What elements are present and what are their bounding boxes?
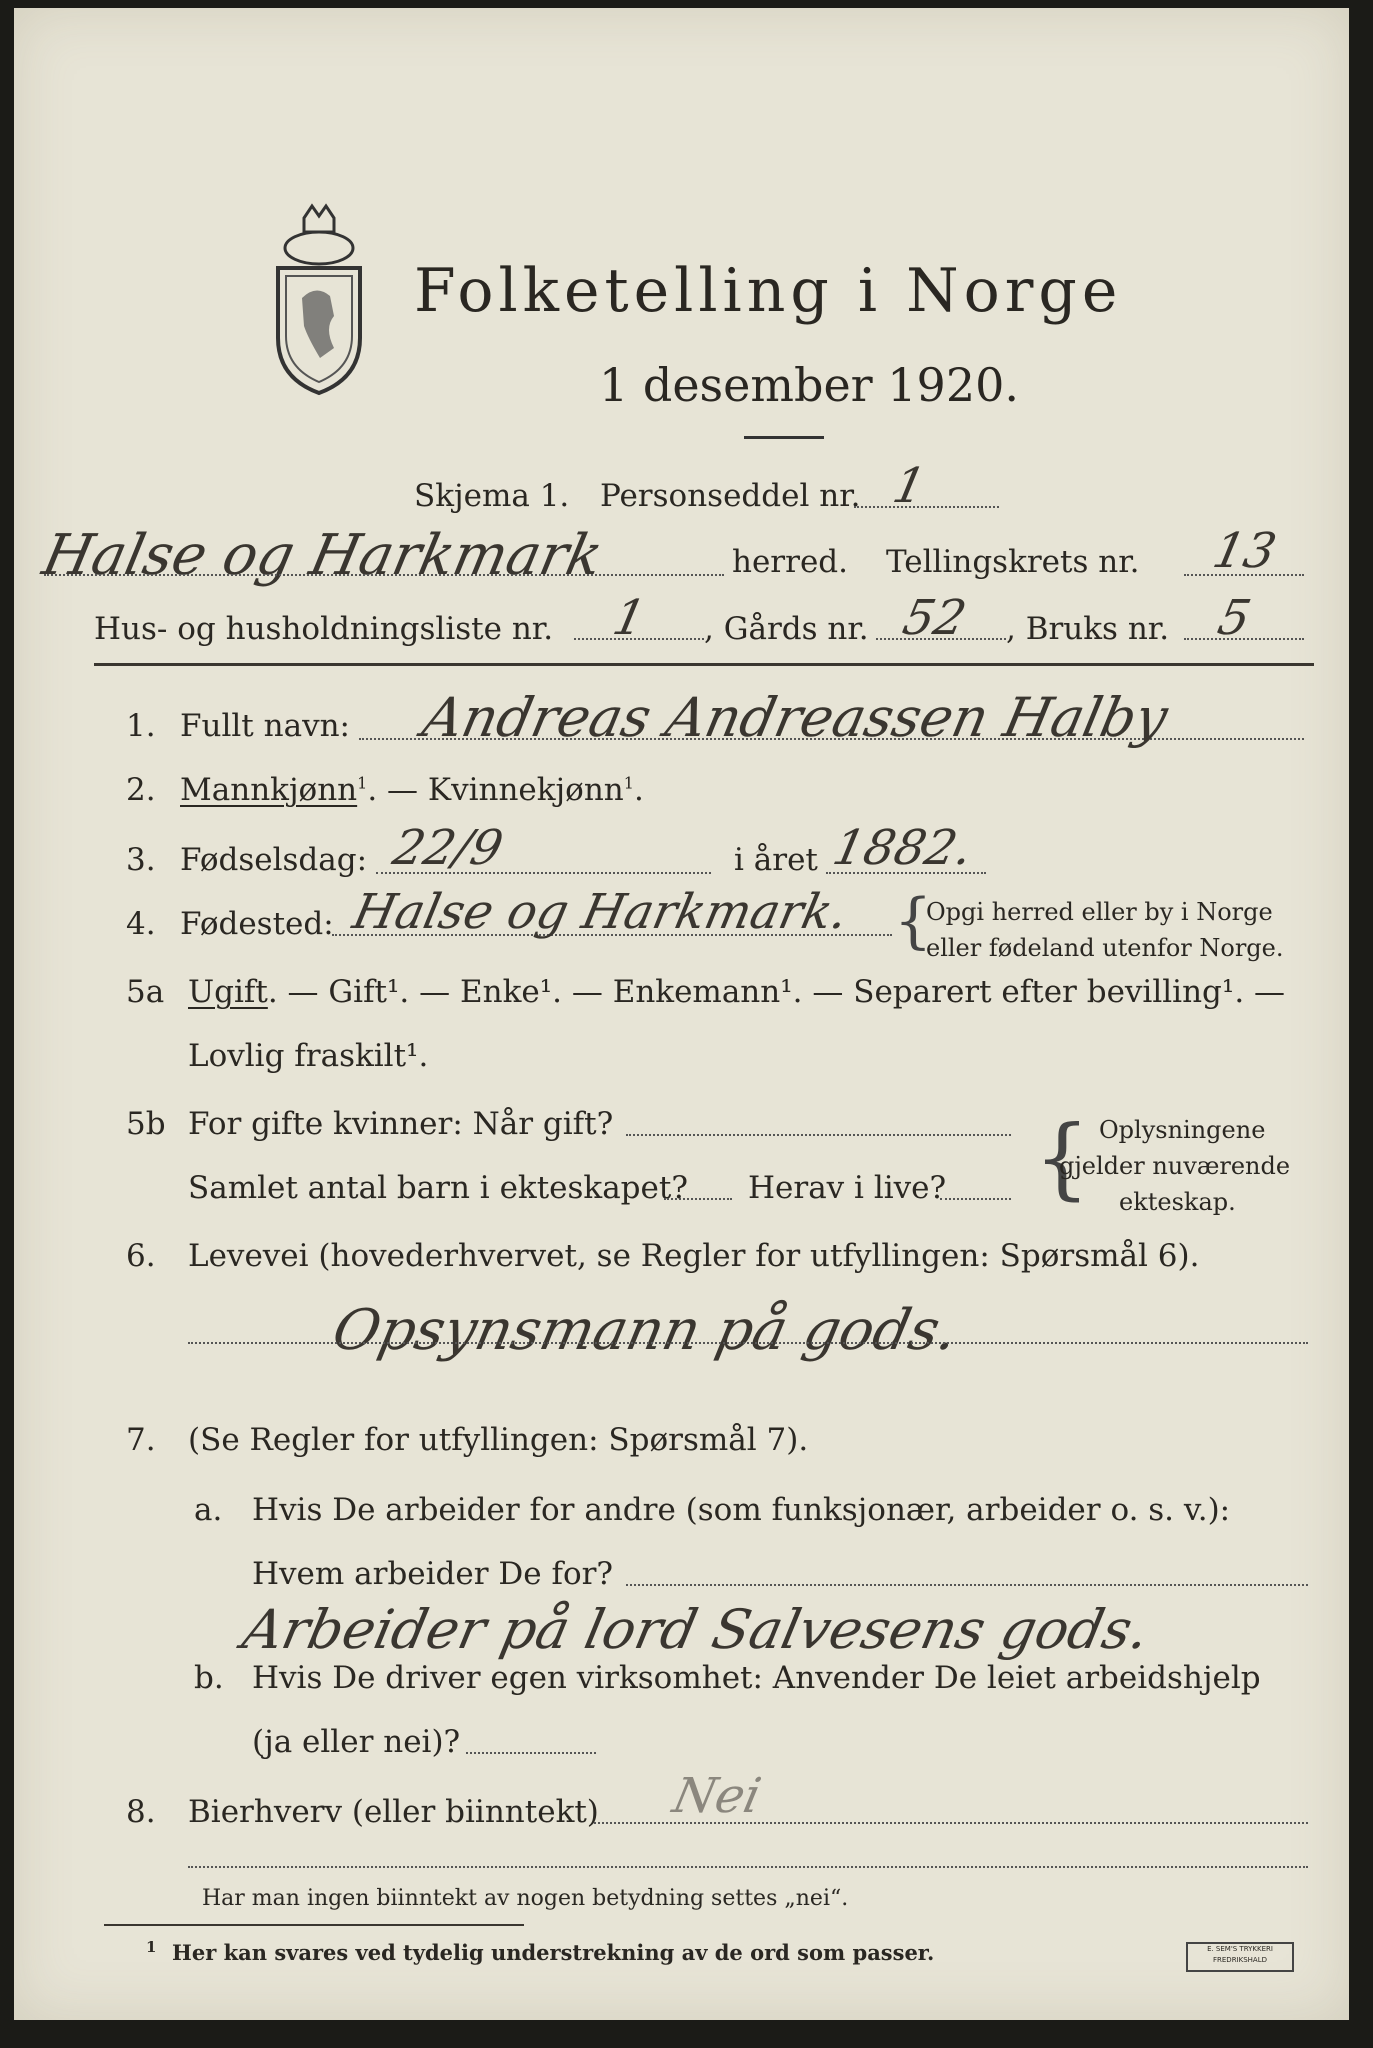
occupation-field[interactable]	[188, 1342, 1308, 1344]
q4-number: 4.	[126, 906, 156, 942]
side-income-label: Bierhverv (eller biinntekt)	[188, 1794, 599, 1830]
birthplace-brace: {	[894, 886, 933, 956]
divorced-option[interactable]: Lovlig fraskilt¹.	[188, 1038, 429, 1074]
coat-of-arms-icon	[264, 198, 374, 398]
birthdate-value: 22/9	[388, 820, 508, 876]
marriage-note-1: Oplysningene	[1099, 1116, 1266, 1144]
married-when-field[interactable]	[626, 1134, 1011, 1136]
gards-value: 52	[898, 590, 972, 646]
bruks-value: 5	[1213, 590, 1256, 646]
female-option[interactable]: Kvinnekjønn	[427, 772, 624, 808]
tellingskrets-label: Tellingskrets nr.	[886, 544, 1140, 580]
q1-label: Fullt navn:	[180, 708, 350, 744]
herred-value: Halse og Harkmark	[37, 523, 609, 588]
hired-help-label: (ja eller nei)?	[252, 1724, 461, 1760]
personseddel-label: Personseddel nr.	[600, 478, 861, 514]
marital-other-options[interactable]: . — Gift¹. — Enke¹. — Enkemann¹. — Separert efter bevilling¹. —	[267, 974, 1286, 1010]
printer-stamp	[1186, 1942, 1294, 1972]
male-footnote-mark: 1	[357, 773, 368, 793]
q7-number: 7.	[126, 1422, 156, 1458]
husholdningsliste-value: 1	[608, 590, 651, 646]
q7-label: (Se Regler for utfyllingen: Spørsmål 7).	[188, 1422, 809, 1458]
income-note: Har man ingen biinntekt av nogen betydning settes „nei“.	[202, 1886, 849, 1911]
birthplace-note-2: eller fødeland utenfor Norge.	[926, 934, 1284, 962]
side-income-value: Nei	[668, 1768, 766, 1824]
q3-number: 3.	[126, 842, 156, 878]
female-footnote-mark: 1	[623, 773, 634, 793]
birthplace-label: Fødested:	[180, 906, 334, 942]
q7b-label: Hvis De driver egen virksomhet: Anvender De leiet arbeidshjelp	[252, 1660, 1261, 1696]
footnote-text: Her kan svares ved tydelig understrekning av de ord som passer.	[172, 1940, 935, 1965]
unmarried-option[interactable]: Ugift	[188, 974, 268, 1010]
children-count-field[interactable]	[664, 1198, 732, 1200]
printer-city: FREDRIKSHALD	[1212, 1956, 1267, 1964]
census-date: 1 desember 1920.	[599, 358, 1019, 412]
q7a-label: Hvis De arbeider for andre (som funksjonær, arbeider o. s. v.):	[252, 1492, 1231, 1528]
q5a-number: 5a	[126, 974, 165, 1010]
gards-label: , Gårds nr.	[704, 611, 869, 647]
title-divider	[744, 436, 824, 439]
children-alive-label: Herav i live?	[748, 1170, 947, 1206]
gender-separator: . —	[367, 772, 428, 808]
occupation-value: Opsynsmann på gods.	[327, 1298, 964, 1363]
children-count-label: Samlet antal barn i ekteskapet?	[188, 1170, 688, 1206]
herred-label: herred.	[732, 544, 848, 580]
gender-options	[180, 772, 644, 808]
employer-value: Arbeider på lord Salvesens gods.	[237, 1598, 1155, 1661]
birthplace-note-1: Opgi herred eller by i Norge	[926, 898, 1273, 926]
husholdningsliste-label: Hus- og husholdningsliste nr.	[94, 611, 554, 647]
herred-field[interactable]	[44, 574, 724, 576]
form-title: Folketelling i Norge	[414, 256, 1123, 326]
skjema-label: Skjema 1.	[414, 478, 570, 514]
q2-number: 2.	[126, 772, 156, 808]
q7b-number: b.	[194, 1660, 224, 1696]
tellingskrets-value: 13	[1208, 523, 1282, 579]
marriage-brace: {	[1034, 1106, 1090, 1209]
q8-number: 8.	[126, 1794, 156, 1830]
birthplace-value: Halse og Harkmark.	[348, 884, 853, 940]
census-form	[14, 8, 1349, 2020]
q7a-number: a.	[194, 1492, 223, 1528]
hired-help-field[interactable]	[466, 1752, 596, 1754]
marriage-note-3: ekteskap.	[1119, 1188, 1236, 1216]
employer-label: Hvem arbeider De for?	[252, 1556, 614, 1592]
male-option[interactable]: Mannkjønn	[180, 772, 358, 808]
header-divider	[94, 663, 1314, 666]
footnote-mark: 1	[146, 1938, 157, 1956]
q6-number: 6.	[126, 1238, 156, 1274]
gender-end: .	[633, 772, 644, 808]
children-alive-field[interactable]	[940, 1198, 1011, 1200]
birthyear-label: i året	[734, 842, 818, 878]
footnote-divider	[104, 1924, 524, 1926]
occupation-label: Levevei (hovederhvervet, se Regler for utfyllingen: Spørsmål 6).	[188, 1238, 1200, 1274]
marriage-note-2: gjelder nuværende	[1059, 1152, 1291, 1180]
employer-field[interactable]	[626, 1584, 1308, 1586]
bruks-label: , Bruks nr.	[1006, 611, 1170, 647]
personseddel-value: 1	[888, 458, 931, 514]
side-income-extra-field[interactable]	[188, 1866, 1308, 1868]
marital-options	[188, 974, 1285, 1010]
married-when-label: For gifte kvinner: Når gift?	[188, 1106, 614, 1142]
printer-name: E. SEM'S TRYKKERI	[1207, 1945, 1273, 1953]
birthdate-label: Fødselsdag:	[180, 842, 368, 878]
personseddel-field[interactable]	[854, 506, 999, 508]
q5b-number: 5b	[126, 1106, 166, 1142]
birthyear-value: 1882.	[828, 820, 978, 876]
full-name-value: Andreas Andreassen Halby	[417, 686, 1174, 749]
q1-number: 1.	[126, 708, 156, 744]
